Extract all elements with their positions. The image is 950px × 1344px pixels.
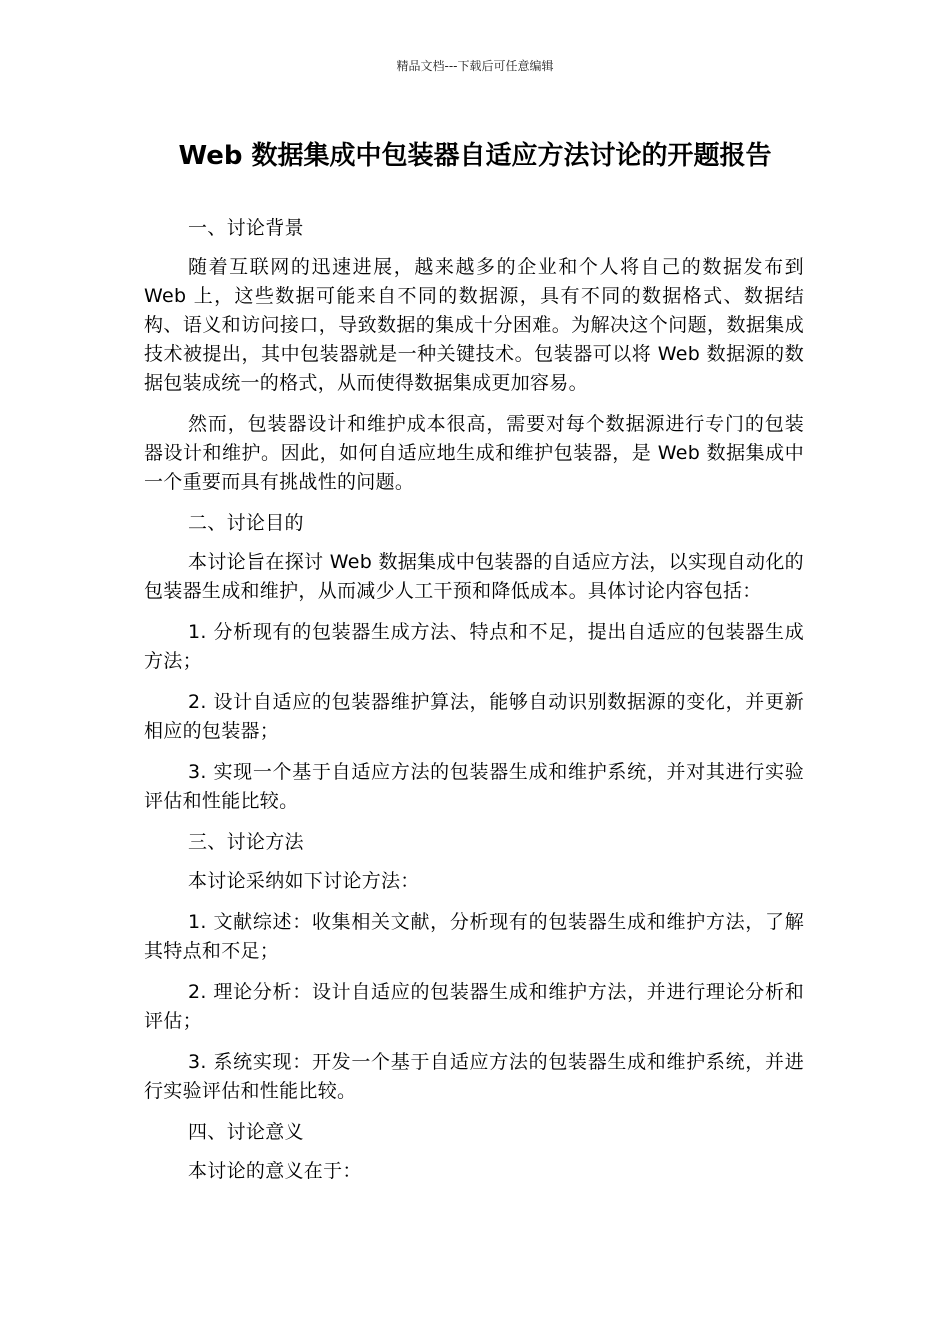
- paragraph: 本讨论的意义在于：: [188, 1160, 362, 1182]
- paragraph: 本讨论采纳如下讨论方法：: [188, 870, 420, 892]
- document-body: [144, 214, 804, 1198]
- paragraph: 然而，包装器设计和维护成本很高，需要对每个数据源进行专门的包装器设计和维护。因此，如何自适应地生成和维护包装器，是 Web 数据集成中一个重要而具有挑战性的问题。: [144, 413, 804, 493]
- list-item: 2. 理论分析：设计自适应的包装器生成和维护方法，并进行理论分析和评估；: [144, 981, 804, 1032]
- paragraph: 随着互联网的迅速进展，越来越多的企业和个人将自己的数据发布到 Web 上，这些数据可能来自不同的数据源，具有不同的数据格式、数据结构、语义和访问接口，导致数据的集成十分困难。为解决这个问题，数据集成技术被提出，其中包装器就是一种关键技术。包装器可以将 Web 数据源的数据包装成统一的格式，从而使得数据集成更加容易。: [144, 256, 804, 394]
- list-item: 3. 实现一个基于自适应方法的包装器生成和维护系统，并对其进行实验评估和性能比较。: [144, 761, 804, 812]
- list-item: 1. 分析现有的包装器生成方法、特点和不足，提出自适应的包装器生成方法；: [144, 621, 804, 672]
- list-item: 2. 设计自适应的包装器维护算法，能够自动识别数据源的变化，并更新相应的包装器；: [144, 691, 804, 742]
- list-item: 1. 文献综述：收集相关文献，分析现有的包装器生成和维护方法，了解其特点和不足；: [144, 911, 804, 962]
- section-heading-background: 一、讨论背景: [188, 217, 304, 239]
- section-heading-significance: 四、讨论意义: [188, 1121, 304, 1143]
- section-heading-purpose: 二、讨论目的: [188, 512, 304, 534]
- document-title: Web 数据集成中包装器自适应方法讨论的开题报告: [178, 141, 772, 171]
- paragraph: 本讨论旨在探讨 Web 数据集成中包装器的自适应方法，以实现自动化的包装器生成和维护，从而减少人工干预和降低成本。具体讨论内容包括：: [144, 551, 804, 602]
- section-heading-method: 三、讨论方法: [188, 831, 304, 853]
- page-header: 精品文档---下载后可任意编辑: [396, 59, 554, 73]
- list-item: 3. 系统实现：开发一个基于自适应方法的包装器生成和维护系统，并进行实验评估和性能比较。: [144, 1051, 804, 1102]
